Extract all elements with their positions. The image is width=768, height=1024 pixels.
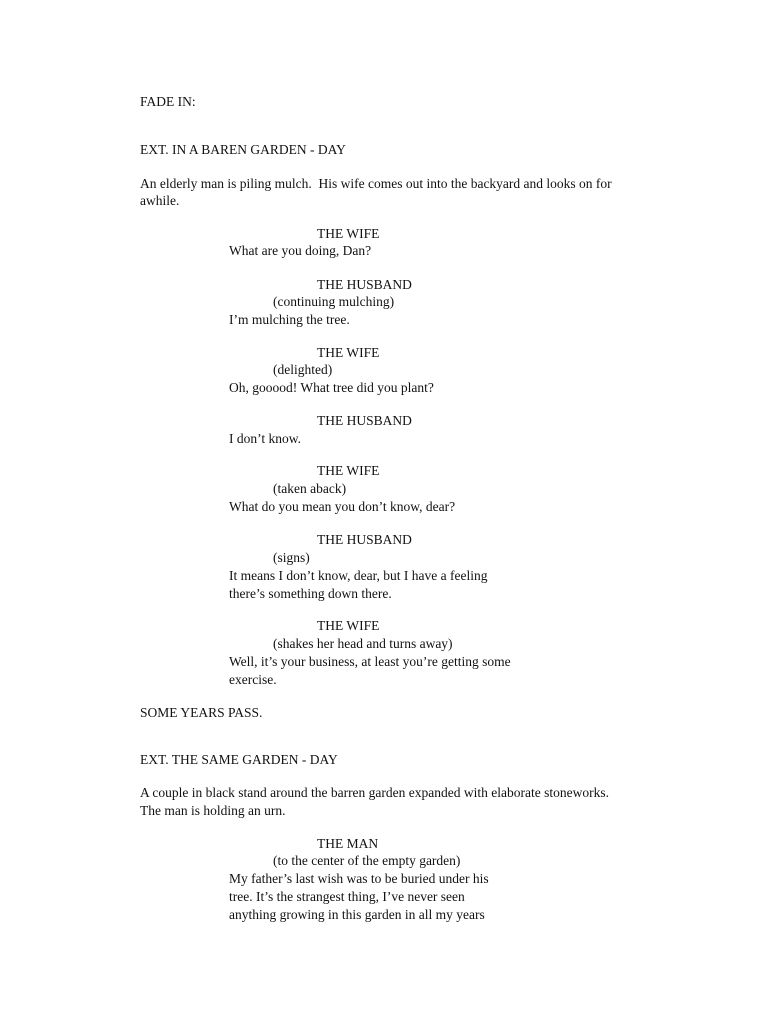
dialogue-line: Well, it’s your business, at least you’re getting some [229, 654, 511, 669]
dialogue-line: tree. It’s the strangest thing, I’ve never seen [229, 889, 465, 904]
character-name: THE HUSBAND [317, 277, 412, 292]
character-name: THE WIFE [317, 463, 380, 478]
parenthetical: (delighted) [273, 362, 333, 377]
parenthetical: (continuing mulching) [273, 294, 395, 309]
dialogue-line: I’m mulching the tree. [229, 312, 350, 327]
parenthetical: (signs) [273, 550, 310, 565]
action-line: The man is holding an urn. [140, 803, 286, 818]
dialogue-line: My father’s last wish was to be buried under his [229, 871, 489, 886]
action-line: awhile. [140, 193, 180, 208]
parenthetical: (to the center of the empty garden) [273, 853, 461, 868]
character-name: THE MAN [317, 836, 379, 851]
scene-heading-2: EXT. THE SAME GARDEN - DAY [140, 752, 338, 767]
time-transition: SOME YEARS PASS. [140, 705, 263, 720]
dialogue-line: exercise. [229, 672, 277, 687]
dialogue-line: Oh, gooood! What tree did you plant? [229, 380, 434, 395]
dialogue-line: anything growing in this garden in all my years [229, 907, 485, 922]
action-line: An elderly man is piling mulch. His wife comes out into the backyard and looks on for [140, 176, 612, 191]
parenthetical: (shakes her head and turns away) [273, 636, 453, 651]
dialogue-line: It means I don’t know, dear, but I have a feeling [229, 568, 488, 583]
character-name: THE HUSBAND [317, 532, 412, 547]
character-name: THE WIFE [317, 345, 380, 360]
parenthetical: (taken aback) [273, 481, 347, 496]
action-line: A couple in black stand around the barren garden expanded with elaborate stoneworks. [140, 785, 609, 800]
dialogue-line: What are you doing, Dan? [229, 243, 372, 258]
dialogue-line: What do you mean you don’t know, dear? [229, 499, 456, 514]
transition: FADE IN: [140, 94, 196, 109]
dialogue-line: I don’t know. [229, 431, 301, 446]
character-name: THE WIFE [317, 618, 380, 633]
character-name: THE HUSBAND [317, 413, 412, 428]
dialogue-line: there’s something down there. [229, 586, 392, 601]
scene-heading-1: EXT. IN A BAREN GARDEN - DAY [140, 142, 346, 157]
character-name: THE WIFE [317, 226, 380, 241]
